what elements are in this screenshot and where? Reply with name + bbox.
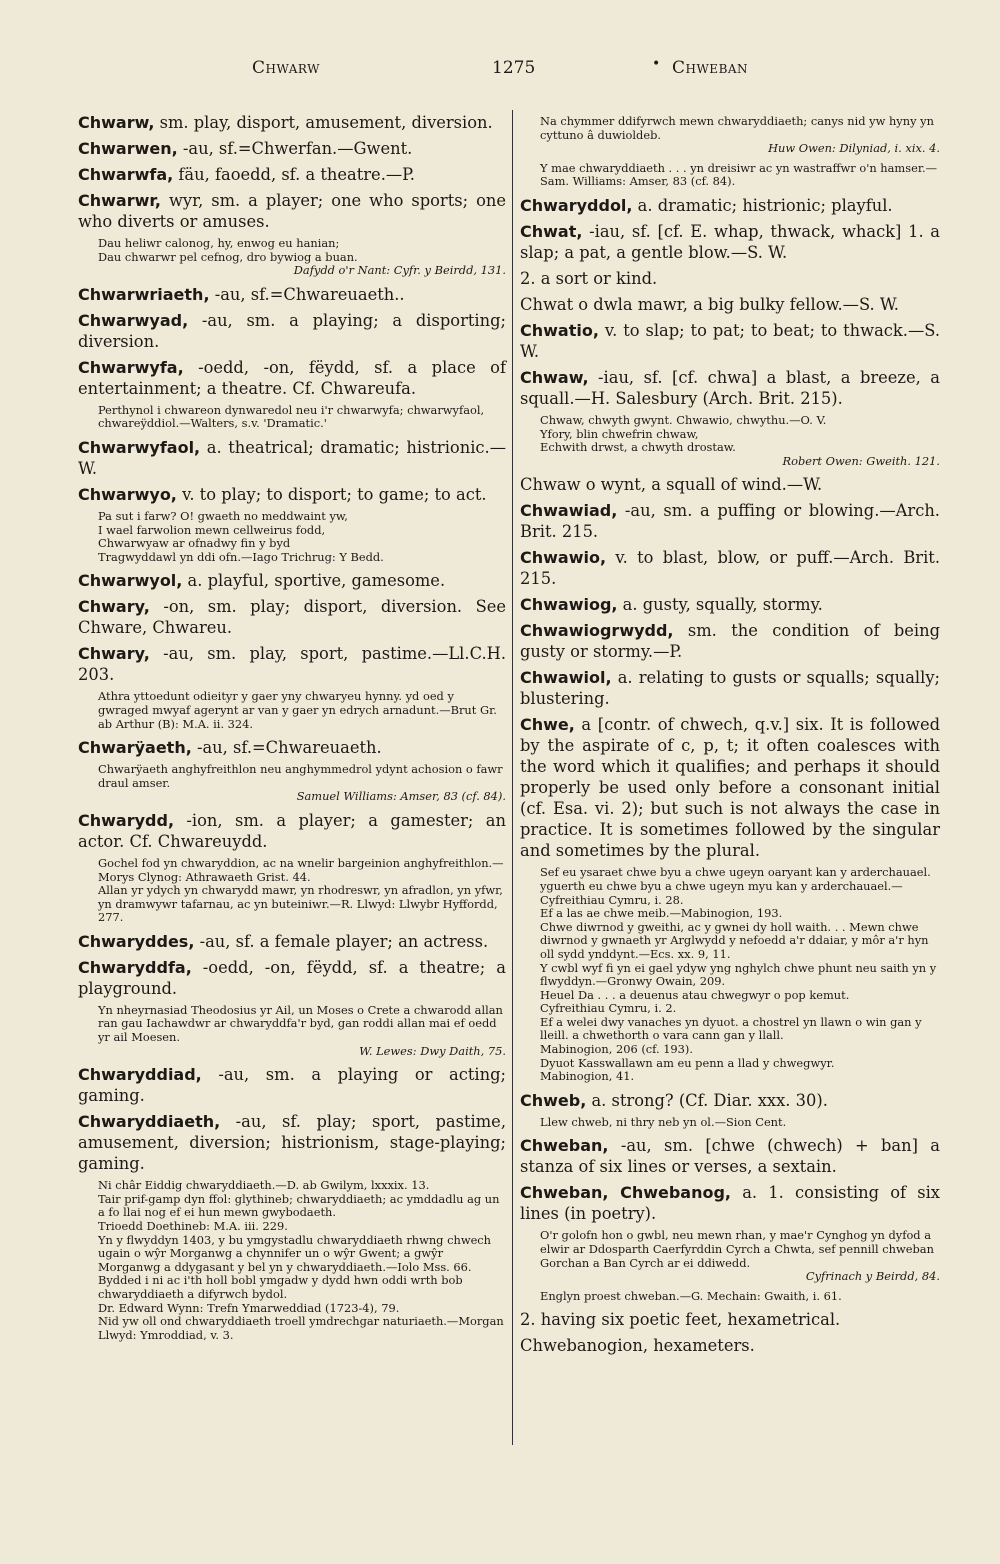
page-number: 1275 bbox=[492, 58, 536, 78]
citation-line: Chwe diwrnod y gweithi, ac y gwnei dy holl waith. . . Mewn chwe diwrnod y gwnaeth yr Arglwydd y nefoedd a'r ddaiar, y môr a'r hyn oll sydd ynddynt.—Ecs. xx. 9, 11. bbox=[540, 919, 929, 961]
headword: Chwarwen, bbox=[78, 139, 178, 158]
dictionary-entry bbox=[78, 596, 506, 638]
citation-line: Y cwbl wyf fi yn ei gael ydyw yng nghylch chwe phunt neu saith yn y flwyddyn.—Gronwy Owain, 209. bbox=[540, 960, 937, 989]
definition: -au, sm. a playing; a disporting; diversion. bbox=[78, 310, 506, 351]
citation-line: Englyn proest chweban.—G. Mechain: Gwaith, i. 61. bbox=[540, 1288, 842, 1303]
header-right-guideword: Chweban bbox=[672, 58, 749, 78]
dictionary-entry bbox=[78, 112, 506, 133]
dictionary-entry bbox=[520, 294, 940, 315]
citation-line: Chwaw, chwyth gwynt. Chwawio, chwythu.—O. V. bbox=[540, 412, 827, 427]
citation-line: Gochel fod yn chwaryddion, ac na wnelir bargeinion anghyfreithlon.—Morys Clynog: Athrawaeth Grist. 44. bbox=[98, 855, 504, 884]
citation-block bbox=[98, 857, 506, 925]
headword: Chwarydd, bbox=[78, 810, 175, 830]
dictionary-entry bbox=[520, 594, 940, 615]
definition: -au, sf. play; sport, pastime, amusement, diversion; histrionism, stage-playing; gaming. bbox=[78, 1112, 506, 1174]
headword: Chwarwriaeth, bbox=[78, 284, 210, 304]
column-divider bbox=[512, 110, 513, 1445]
headword: Chweban, Chwebanog, bbox=[520, 1183, 732, 1203]
citation-line: Yn nheyrnasiad Theodosius yr Ail, un Moses o Crete a chwarodd allan ran gau Iachawdwr ar chwaryddfa'r byd, gan roddi allan mai ef oedd yr ail Moesen. bbox=[98, 1002, 503, 1045]
citation-line: Na chymmer ddifyrwch mewn chwaryddiaeth; canys nid yw hyny yn cyttuno â duwioldeb. bbox=[540, 114, 934, 142]
headword: Chwary, bbox=[78, 597, 150, 617]
definition: -oedd, -on, fëydd, sf. a theatre; a playground. bbox=[78, 957, 506, 998]
headword: Chwat, bbox=[520, 221, 583, 241]
dictionary-entry bbox=[78, 957, 506, 999]
headword: Chwary, bbox=[78, 644, 150, 664]
dictionary-entry bbox=[78, 1111, 506, 1174]
citation-line: Tair prif-gamp dyn ffol: glythineb; chwaryddiaeth; ac ymddadlu ag un a fo llai nog ef ei hun mewn gwybodaeth. bbox=[98, 1191, 500, 1220]
definition: -au, sf. a female player; an actress. bbox=[194, 931, 489, 951]
citation-line: Tragwyddawl yn ddi ofn.—Iago Trichrug: Y Bedd. bbox=[98, 549, 384, 564]
dictionary-entry bbox=[520, 367, 940, 409]
citation-line: Allan yr ydych yn chwarydd mawr, yn rhodreswr, yn afradlon, yn yfwr, yn dramwywr tafarnau, ac yn buteiniwr.—R. Llwyd: Llwybr Hyffordd, 277. bbox=[98, 883, 503, 925]
citation-block bbox=[98, 237, 506, 278]
citation-block bbox=[540, 1116, 940, 1130]
citation-line: Sef eu ysaraet chwe byu a chwe ugeyn oaryant kan y arderchauael. yguerth eu chwe byu a chwe ugeyn myu kan y arderchauael.—Cyfreithiau Cymru, i. 28. bbox=[540, 865, 931, 907]
headword: Chweb, bbox=[520, 1090, 587, 1110]
definition: Chwebanogion, hexameters. bbox=[520, 1336, 755, 1356]
definition: -au, sf.=Chwareuaeth. bbox=[191, 738, 382, 758]
definition: 2. a sort or kind. bbox=[520, 268, 658, 288]
definition: 2. having six poetic feet, hexametrical. bbox=[520, 1310, 841, 1330]
headword: Chwawiol, bbox=[520, 668, 612, 688]
header-dot: • bbox=[652, 56, 661, 72]
dictionary-entry bbox=[78, 931, 506, 952]
definition: Chwat o dwla mawr, a big bulky fellow.—S. W. bbox=[520, 294, 899, 314]
citation-block bbox=[540, 414, 940, 468]
citation-source: Dafydd o'r Nant: Cyfr. y Beirdd, 131. bbox=[293, 263, 506, 278]
dictionary-entry bbox=[520, 1135, 940, 1177]
citation-line: Dau chwarwr pel cefnog, dro bywiog a buan. bbox=[98, 249, 358, 264]
citation-line: Yn y flwyddyn 1403, y bu ymgystadlu chwaryddiaeth rhwng chwech ugain o wŷr Morganwg a chynnifer un o wŷr Gwent; a gwŷr Morganwg a ddygasant y bel yn y chwaryddiaeth.—Iolo Mss. 66. bbox=[98, 1232, 492, 1274]
citation-block bbox=[540, 162, 940, 189]
dictionary-entry bbox=[78, 164, 506, 185]
definition: -au, sm. a playing or acting; gaming. bbox=[78, 1065, 506, 1106]
citation-block bbox=[98, 1179, 506, 1342]
citation-block bbox=[540, 1290, 940, 1304]
headword: Chwarwfa, bbox=[78, 165, 174, 184]
citation-line: Chwarwyaw ar ofnadwy fin y byd bbox=[98, 536, 291, 551]
citation-line: Mabinogion, 41. bbox=[540, 1069, 635, 1084]
citation-line: Echwith drwst, a chwyth drostaw. bbox=[540, 440, 736, 455]
citation-line: Y mae chwaryddiaeth . . . yn dreisiwr ac yn wastraffwr o'n hamser.—Sam. Williams: Amser, 83 (cf. 84). bbox=[540, 160, 938, 189]
dictionary-entry bbox=[520, 268, 940, 289]
right-column bbox=[520, 112, 940, 1564]
headword: Chwarwyol, bbox=[78, 571, 183, 591]
headword: Chwarwyfa, bbox=[78, 357, 184, 377]
headword: Chwaryddiad, bbox=[78, 1065, 202, 1085]
citation-line: Pa sut i farw? O! gwaeth no meddwaint yw, bbox=[98, 508, 348, 523]
definition: -au, sm. a puffing or blowing.—Arch. Brit. 215. bbox=[520, 501, 940, 542]
headword: Chwaryddfa, bbox=[78, 957, 192, 977]
definition: a. relating to gusts or squalls; squally; blustering. bbox=[520, 668, 940, 709]
headword: Chwarwyfaol, bbox=[78, 437, 201, 457]
dictionary-entry bbox=[78, 138, 506, 159]
definition: -ion, sm. a player; a gamester; an actor. Cf. Chwareuydd. bbox=[78, 810, 506, 851]
dictionary-entry bbox=[78, 643, 506, 685]
citation-source: Cyfrinach y Beirdd, 84. bbox=[805, 1269, 940, 1284]
dictionary-entry bbox=[520, 320, 940, 362]
definition: fäu, faoedd, sf. a theatre.—P. bbox=[173, 165, 415, 184]
definition: a. 1. consisting of six lines (in poetry). bbox=[520, 1183, 940, 1224]
definition: -iau, sf. [cf. E. whap, thwack, whack] 1. a slap; a pat, a gentle blow.—S. W. bbox=[520, 221, 940, 262]
headword: Chwarwyo, bbox=[78, 484, 177, 504]
citation-block bbox=[540, 115, 940, 156]
headword: Chwatio, bbox=[520, 320, 599, 340]
dictionary-entry bbox=[78, 357, 506, 399]
dictionary-entry bbox=[520, 1335, 940, 1356]
headword: Chwawio, bbox=[520, 548, 607, 568]
citation-line: Ef a welei dwy vanaches yn dyuot. a chostrel yn llawn o win gan y lleill. a chwethorth o vara cann gan y llall. bbox=[540, 1014, 922, 1043]
headword: Chwaryddes, bbox=[78, 931, 195, 951]
definition: -au, sf.=Chwerfan.—Gwent. bbox=[177, 139, 413, 158]
headword: Chwaryddiaeth, bbox=[78, 1112, 221, 1132]
header-left-guideword: Chwarw bbox=[252, 58, 320, 78]
definition: a. dramatic; histrionic; playful. bbox=[632, 195, 893, 215]
definition: sm. play, disport, amusement, diversion. bbox=[154, 113, 493, 132]
running-header bbox=[0, 58, 1000, 88]
dictionary-entry bbox=[78, 437, 506, 479]
citation-line: Trioedd Doethineb: M.A. iii. 229. bbox=[98, 1219, 288, 1234]
citation-source: W. Lewes: Dwy Daith, 75. bbox=[359, 1043, 506, 1058]
headword: Chwarwyad, bbox=[78, 310, 189, 330]
dictionary-entry bbox=[520, 714, 940, 861]
dictionary-entry bbox=[78, 570, 506, 591]
dictionary-entry bbox=[520, 195, 940, 216]
citation-line: Mabinogion, 206 (cf. 193). bbox=[540, 1042, 693, 1057]
dictionary-entry bbox=[520, 547, 940, 589]
definition: v. to blast, blow, or puff.—Arch. Brit. 215. bbox=[520, 548, 940, 589]
dictionary-entry bbox=[78, 190, 506, 232]
citation-line: Llew chweb, ni thry neb yn ol.—Sion Cent. bbox=[540, 1114, 787, 1129]
citation-line: Nid yw oll ond chwaryddiaeth troell ymdrechgar naturiaeth.—Morgan Llwyd: Ymroddiad, v. 3. bbox=[98, 1314, 504, 1342]
dictionary-entry bbox=[520, 1309, 940, 1330]
dictionary-entry bbox=[520, 474, 940, 495]
definition: -oedd, -on, fëydd, sf. a place of entertainment; a theatre. Cf. Chwareufa. bbox=[78, 357, 506, 398]
definition: sm. the condition of being gusty or stormy.—P. bbox=[520, 621, 940, 662]
definition: -au, sm. play, sport, pastime.—Ll.C.H. 203. bbox=[78, 644, 506, 685]
citation-line: Cyfreithiau Cymru, i. 2. bbox=[540, 1001, 677, 1016]
definition: a [contr. of chwech, q.v.] six. It is followed by the aspirate of c, p, t; it often coalesces with the word which it qualifies; and perhaps it should properly be used only before a consonant initial (cf. Esa. vi. 2); but such is not always the case in practice. It is sometimes followed by the singular and sometimes by the plural. bbox=[520, 715, 940, 861]
headword: Chweban, bbox=[520, 1136, 609, 1156]
definition: a. strong? (Cf. Diar. xxx. 30). bbox=[586, 1090, 828, 1110]
headword: Chwawiad, bbox=[520, 501, 618, 521]
citation-block bbox=[98, 763, 506, 804]
citation-source: Samuel Williams: Amser, 83 (cf. 84). bbox=[296, 789, 506, 804]
dictionary-entry bbox=[78, 737, 506, 758]
dictionary-entry bbox=[520, 667, 940, 709]
dictionary-entry bbox=[78, 1064, 506, 1106]
dictionary-entry bbox=[78, 484, 506, 505]
citation-line: Heuel Da . . . a deuenus atau chwegwyr o pop kemut. bbox=[540, 987, 850, 1002]
definition: a. gusty, squally, stormy. bbox=[617, 595, 823, 615]
left-column bbox=[78, 112, 506, 1564]
citation-line: Ef a las ae chwe meib.—Mabinogion, 193. bbox=[540, 906, 783, 921]
citation-block bbox=[98, 690, 506, 731]
citation-source: Robert Owen: Gweith. 121. bbox=[782, 453, 940, 468]
citation-line: O'r golofn hon o gwbl, neu mewn rhan, y mae'r Cynghog yn dyfod a elwir ar Ddosparth Caerfyrddin Cyrch a Chwta, sef pennill chweban Gorchan a Ban Cyrch ar ei ddiwedd. bbox=[540, 1228, 934, 1270]
citation-line: Athra yttoedunt odieityr y gaer yny chwaryeu hynny. yd oed y gwraged mwyaf agerynt ar van y gaer yn edrych arnadunt.—Brut Gr. ab Arthur (B): M.A. ii. 324. bbox=[98, 689, 497, 731]
citation-line: Chwarÿaeth anghyfreithlon neu anghymmedrol ydynt achosion o fawr draul amser. bbox=[98, 762, 503, 790]
definition: v. to play; to disport; to game; to act. bbox=[176, 484, 487, 504]
definition: a. playful, sportive, gamesome. bbox=[182, 571, 446, 591]
dictionary-entry bbox=[520, 1182, 940, 1224]
definition: -au, sm. [chwe (chwech) + ban] a stanza of six lines or verses, a sextain. bbox=[520, 1136, 940, 1177]
citation-line: I wael farwolion mewn cellweirus fodd, bbox=[98, 522, 326, 537]
citation-line: Dr. Edward Wynn: Trefn Ymarweddiad (1723-4), 79. bbox=[98, 1300, 400, 1315]
definition: -au, sf.=Chwareuaeth.. bbox=[209, 284, 405, 304]
headword: Chwaryddol, bbox=[520, 195, 633, 215]
dictionary-entry bbox=[520, 620, 940, 662]
citation-line: Yfory, blin chwefrin chwaw, bbox=[540, 426, 699, 441]
headword: Chwarw, bbox=[78, 113, 155, 132]
definition: wyr, sm. a player; one who sports; one who diverts or amuses. bbox=[78, 191, 506, 231]
dictionary-entry bbox=[520, 1090, 940, 1111]
dictionary-entry bbox=[78, 810, 506, 852]
headword: Chwaw, bbox=[520, 367, 589, 387]
dictionary-entry bbox=[78, 284, 506, 305]
citation-line: Dyuot Kasswallawn am eu penn a llad y chwegwyr. bbox=[540, 1055, 835, 1070]
headword: Chwarÿaeth, bbox=[78, 738, 192, 758]
definition: a. theatrical; dramatic; histrionic.—W. bbox=[78, 437, 506, 478]
headword: Chwawiogrwydd, bbox=[520, 621, 674, 641]
citation-block bbox=[540, 1229, 940, 1283]
dictionary-entry bbox=[520, 221, 940, 263]
citation-line: Ni châr Eiddig chwaryddiaeth.—D. ab Gwilym, lxxxix. 13. bbox=[98, 1178, 430, 1193]
dictionary-entry bbox=[78, 310, 506, 352]
citation-line: Bydded i ni ac i'th holl bobl ymgadw y dydd hwn oddi wrth bob chwaryddiaeth a difyrwch bydol. bbox=[98, 1273, 463, 1301]
headword: Chwe, bbox=[520, 715, 575, 735]
citation-line: Dau heliwr calonog, hy, enwog eu hanian; bbox=[98, 236, 340, 250]
citation-line: Perthynol i chwareon dynwaredol neu i'r chwarwyfa; chwarwyfaol, chwareÿddiol.—Walters, s.v. 'Dramatic.' bbox=[98, 402, 485, 431]
citation-block bbox=[98, 510, 506, 564]
headword: Chwawiog, bbox=[520, 595, 618, 615]
citation-block bbox=[98, 1004, 506, 1058]
citation-source: Huw Owen: Dilyniad, i. xix. 4. bbox=[768, 141, 940, 156]
definition: v. to slap; to pat; to beat; to thwack.—S. W. bbox=[520, 320, 940, 361]
headword: Chwarwr, bbox=[78, 191, 161, 210]
definition: -on, sm. play; disport, diversion. See Chware, Chwareu. bbox=[78, 597, 506, 638]
dictionary-entry bbox=[520, 500, 940, 542]
citation-block bbox=[540, 866, 940, 1084]
definition: -iau, sf. [cf. chwa] a blast, a breeze, a squall.—H. Salesbury (Arch. Brit. 215). bbox=[520, 367, 940, 408]
definition: Chwaw o wynt, a squall of wind.—W. bbox=[520, 475, 823, 495]
citation-block bbox=[98, 404, 506, 431]
